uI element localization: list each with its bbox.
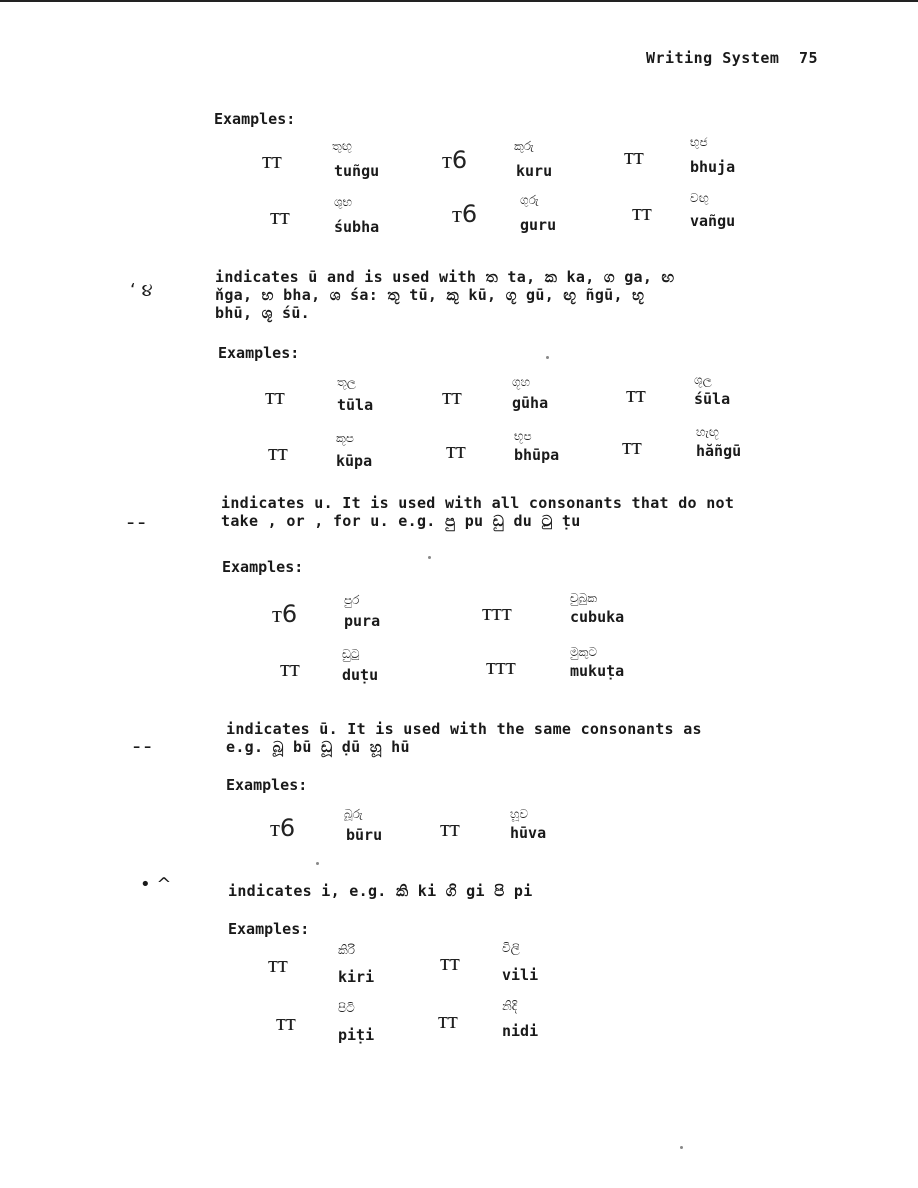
paragraph-line: indicates ū. It is used with the same consonants as xyxy=(226,720,702,738)
sinhala-word: හැඟූ xyxy=(696,425,719,439)
handwritten-word: ꭲꭲ xyxy=(280,654,300,682)
handwritten-word: ꭲꭲ xyxy=(440,948,460,976)
romanization: vili xyxy=(502,966,539,984)
margin-marks: ‘ ૪ xyxy=(130,280,153,301)
page-number: 75 xyxy=(798,49,819,67)
handwritten-word: ꭲꭲ xyxy=(438,1006,458,1034)
handwritten-word: ꭲꭲ xyxy=(446,436,466,464)
paragraph xyxy=(228,882,533,900)
handwritten-word: ꭲꭲꭲ xyxy=(486,652,516,680)
running-title: Writing System xyxy=(646,49,780,67)
romanization: kūpa xyxy=(336,452,373,470)
romanization: hūva xyxy=(510,824,547,842)
sinhala-word: ශූල xyxy=(694,373,712,387)
scan-speck xyxy=(546,356,549,359)
sinhala-word: ගුරු xyxy=(520,193,539,207)
sinhala-word: තූල xyxy=(337,375,356,389)
handwritten-word: ꭲꭲ xyxy=(632,198,652,226)
handwritten-word: ꭲꭲ xyxy=(626,380,646,408)
handwritten-word: ꭲꭲ xyxy=(268,438,288,466)
examples-label: Examples: xyxy=(226,776,308,794)
romanization: cubuka xyxy=(570,608,625,626)
sinhala-word: කිරි xyxy=(338,943,355,957)
page-top-rule xyxy=(0,0,918,2)
romanization: piṭi xyxy=(338,1026,375,1044)
examples-label: Examples: xyxy=(228,920,310,938)
scan-speck xyxy=(680,1146,683,1149)
sinhala-word: භූප xyxy=(514,429,532,443)
sinhala-word: වඟු xyxy=(690,191,709,205)
romanization: gūha xyxy=(512,394,549,412)
romanization: tuñgu xyxy=(334,162,380,180)
sinhala-word: ඩුටු xyxy=(342,647,360,661)
romanization: kuru xyxy=(516,162,553,180)
examples-label: Examples: xyxy=(214,110,296,128)
romanization: guru xyxy=(520,216,557,234)
scan-speck xyxy=(316,862,319,865)
romanization: duṭu xyxy=(342,666,379,684)
handwritten-word: ꭲ6 xyxy=(270,814,296,842)
margin-marks: ـ ـ xyxy=(134,732,151,753)
page-header xyxy=(646,49,818,67)
handwritten-word: ꭲꭲ xyxy=(622,432,642,460)
sinhala-word: පුර xyxy=(344,593,360,607)
sinhala-word: නිදි xyxy=(502,999,518,1013)
scan-speck xyxy=(428,556,431,559)
romanization: būru xyxy=(346,826,383,844)
handwritten-word: ꭲꭲꭲ xyxy=(482,598,512,626)
handwritten-word: ꭲꭲ xyxy=(624,142,644,170)
romanization: hăñgū xyxy=(696,442,742,460)
sinhala-word: චුබුක xyxy=(570,591,597,605)
paragraph xyxy=(215,268,674,322)
romanization: bhuja xyxy=(690,158,736,176)
sinhala-word: තුඟු xyxy=(332,139,352,153)
paragraph-line: indicates u. It is used with all consonants that do not xyxy=(221,494,735,512)
romanization: pura xyxy=(344,612,381,630)
margin-marks: ـ ـ xyxy=(128,508,145,529)
sinhala-word: මුකුට xyxy=(570,645,598,659)
romanization: kiri xyxy=(338,968,375,986)
handwritten-word: ꭲꭲ xyxy=(262,146,282,174)
paragraph-line: ňga, භ bha, ශ śa: තූ tū, කූ kū, ගූ gū, ඟූ ñgū, භූ xyxy=(215,286,645,304)
sinhala-word: ගූහ xyxy=(512,375,531,389)
handwritten-word: ꭲ6 xyxy=(272,600,298,628)
sinhala-word: ශුභ xyxy=(334,195,353,209)
examples-label: Examples: xyxy=(218,344,300,362)
paragraph-line: take , or , for u. e.g. පු pu ඩු du ටු ṭu xyxy=(221,512,581,530)
romanization: tūla xyxy=(337,396,374,414)
handwritten-word: ꭲ6 xyxy=(452,200,478,228)
sinhala-word: කූප xyxy=(336,431,354,445)
handwritten-word: ꭲꭲ xyxy=(268,950,288,978)
sinhala-word: බූරු xyxy=(344,807,363,821)
sinhala-word: විලි xyxy=(502,941,520,955)
handwritten-word: ꭲꭲ xyxy=(442,382,462,410)
handwritten-word: ꭲꭲ xyxy=(276,1008,296,1036)
sinhala-word: භුජ xyxy=(690,135,708,149)
paragraph-line: indicates ū and is used with ත ta, ක ka, ග ga, ඟ xyxy=(215,268,675,286)
romanization: mukuṭa xyxy=(570,662,625,680)
handwritten-word: ꭲꭲ xyxy=(265,382,285,410)
paragraph xyxy=(221,494,734,530)
sinhala-word: හූව xyxy=(510,807,529,821)
handwritten-word: ꭲ6 xyxy=(442,146,468,174)
romanization: bhūpa xyxy=(514,446,560,464)
sinhala-word: පිටි xyxy=(338,1001,355,1015)
romanization: śubha xyxy=(334,218,380,236)
handwritten-word: ꭲꭲ xyxy=(440,814,460,842)
romanization: śūla xyxy=(694,390,731,408)
examples-label: Examples: xyxy=(222,558,304,576)
paragraph-line: bhū, ශූ śū. xyxy=(215,304,311,322)
handwritten-word: ꭲꭲ xyxy=(270,202,290,230)
romanization: nidi xyxy=(502,1022,539,1040)
paragraph-line: e.g. බූ bū ඩූ ḍū හූ hū xyxy=(226,738,410,756)
paragraph-line: indicates i, e.g. කි ki ගි gi පි pi xyxy=(228,882,533,900)
romanization: vañgu xyxy=(690,212,736,230)
paragraph xyxy=(226,720,702,756)
margin-marks: • ^ xyxy=(140,874,172,895)
sinhala-word: කුරු xyxy=(514,139,534,153)
